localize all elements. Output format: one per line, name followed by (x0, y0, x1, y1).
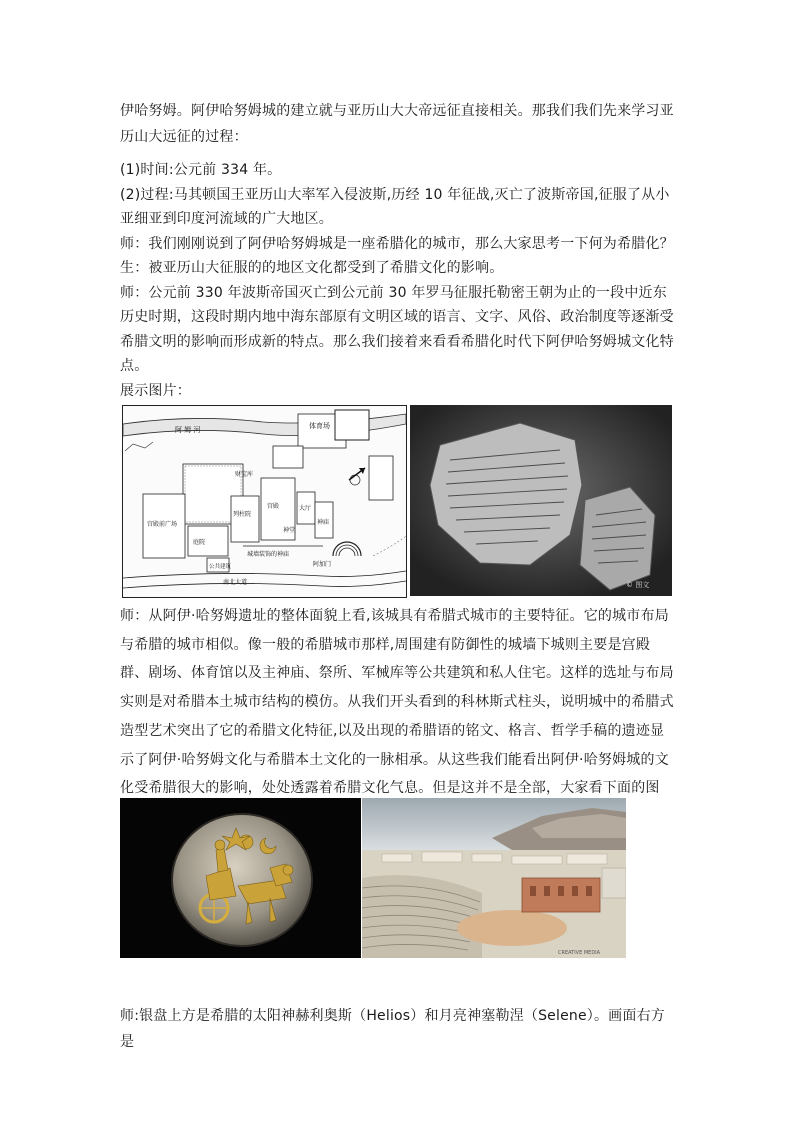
silver-plate-image (120, 798, 361, 958)
plan-label-arsenal: 城墙装饰的神庙 (247, 551, 290, 558)
paragraph-time: (1)时间:公元前 334 年。 (120, 162, 282, 178)
theatre-watermark: CREATIVE MEDIA (558, 950, 601, 956)
theatre-reconstruction-image (362, 798, 626, 958)
paragraph-teacher-definition: 师：公元前 330 年波斯帝国灭亡到公元前 30 年罗马征服托勒密王朝为止的一段中近东历史时期，这段时期内地中海东部原有文明区域的语言、文字、风俗、政治制度等逐渐受希腊文明的影响而形成新的特点。那么我们接着来看看希腊化时代下阿伊哈努姆城文化特点。 (120, 284, 674, 374)
site-plan-image (122, 405, 407, 598)
tablet-watermark: © 图文 (626, 581, 650, 589)
paragraph-intro: 伊哈努姆。阿伊哈努姆城的建立就与亚历山大大帝远征直接相关。那我们我们先来学习亚历山大远征的过程： (120, 103, 674, 145)
paragraph-show-picture: 展示图片： (120, 382, 191, 399)
plan-label-gate: 阿加门 (313, 561, 332, 568)
plan-label-public: 公共建筑 (209, 564, 232, 570)
text-block-3 (120, 1003, 676, 1055)
plan-label-hall: 大厅 (299, 505, 312, 512)
paragraph-student-answer: 生：被亚历山大征服的的地区文化都受到了希腊文化的影响。 (120, 260, 504, 276)
plan-label-treasury: 财宝库 (235, 471, 254, 478)
plan-label-peristyle: 列柱院 (233, 511, 252, 518)
text-block-1 (120, 158, 676, 403)
plan-label-river: 阿 姆 河 (175, 426, 201, 434)
paragraph-teacher-question: 师：我们刚刚说到了阿伊哈努姆城是一座希腊化的城市，那么大家思考一下何为希腊化？ (120, 235, 674, 252)
plan-label-courtyard: 庭院 (193, 539, 206, 546)
plan-label-palace: 宫殿 (267, 503, 280, 510)
paragraph-teacher-plate: 师:银盘上方是希腊的太阳神赫利奥斯（Helios）和月亮神塞勒涅（Selene）。画面右方是 (120, 1008, 665, 1050)
plan-label-temple: 神庙 (317, 519, 330, 526)
paragraph-teacher-ruins: 师：从阿伊·哈努姆遗址的整体面貌上看,该城具有希腊式城市的主要特征。它的城市布局与希腊的城市相似。像一般的希腊城市那样,周围建有防御性的城墙下城则主要是宫殿群、剧场、体育馆以及主神庙、祭所、军械库等公共建筑和私人住宅。这样的选址与布局实则是对希腊本土城市结构的模仿。从我们开头看到的科林斯式柱头，说明城中的希腊式造型艺术突出了它的希腊文化特征,以及出现的希腊语的铭文、格言、哲学手稿的遗迹显示了阿伊·哈努姆文化与希腊本土文化的一脉相承。从这些我们能看出阿伊·哈努姆城的文化受希腊很大的影响，处处透露着希腊文化气息。但是这并不是全部，大家看下面的图 (120, 608, 674, 797)
plan-label-road: 南北大道 (223, 579, 248, 586)
plan-label-palace-yard: 宫殿前广场 (147, 521, 178, 528)
plan-label-shrine: 神堂 (283, 527, 296, 534)
plan-label-gym: 体育场 (309, 422, 330, 430)
inscription-tablet-image (410, 405, 672, 596)
paragraph-process: (2)过程:马其顿国王亚历山大率军入侵波斯,历经 10 年征战,灭亡了波斯帝国,征服了从小亚细亚到印度河流域的广大地区。 (120, 186, 670, 227)
